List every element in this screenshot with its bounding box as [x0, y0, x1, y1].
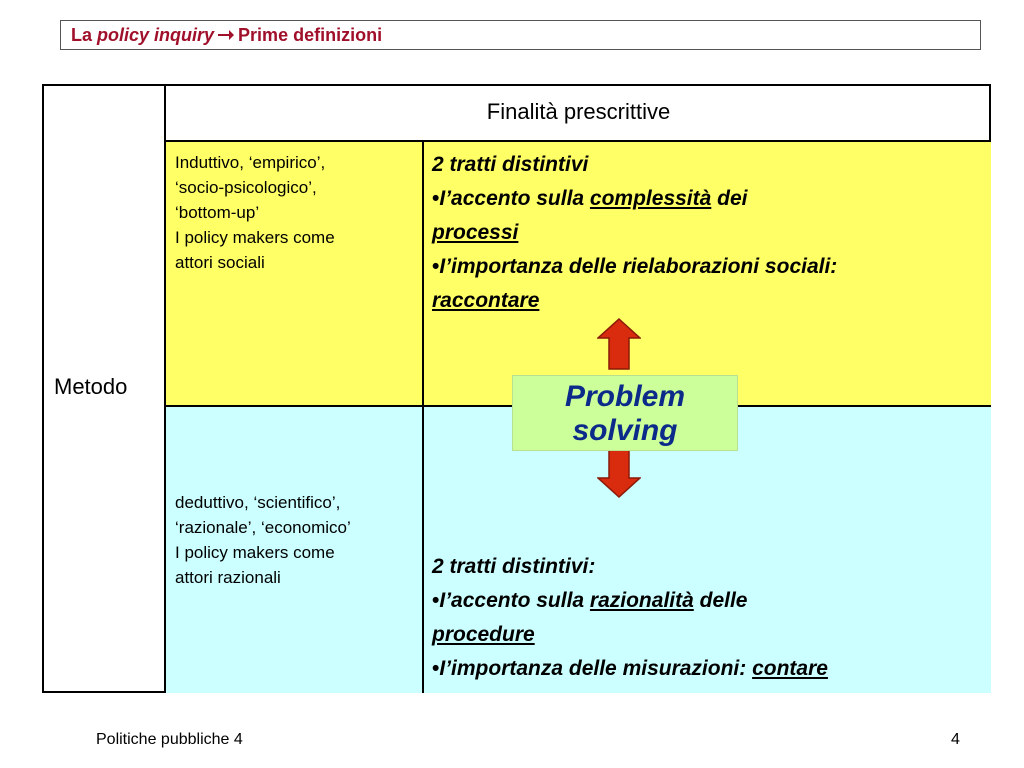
text-line: ‘bottom-up’ [175, 203, 260, 222]
text-line: deduttivo, ‘scientifico’, [175, 493, 341, 512]
underlined-text: procedure [432, 623, 535, 646]
underlined-text: complessità [589, 187, 712, 210]
deductive-traits [432, 550, 984, 686]
text: I’importanza delle rielaborazioni sociali: [439, 255, 838, 278]
inductive-method-text [175, 150, 335, 275]
slide-title [60, 20, 981, 50]
trait-bullet-2 [432, 652, 984, 686]
problem-solving-line: solving [572, 414, 678, 447]
text-line: attori sociali [175, 253, 265, 272]
text-line: I policy makers come [175, 228, 335, 247]
traits-heading: 2 tratti distintivi [432, 153, 589, 176]
deductive-method-text [175, 490, 351, 590]
trait-bullet-1-cont [432, 618, 984, 652]
text-line: I policy makers come [175, 543, 335, 562]
problem-solving-line: Problem [564, 380, 686, 413]
title-prefix: La [71, 25, 98, 45]
underlined-text: razionalità [589, 589, 694, 612]
metodo-column [42, 84, 166, 693]
underlined-text: raccontare [432, 289, 540, 312]
right-arrow-icon [218, 21, 234, 49]
text: dei [711, 187, 748, 210]
text-line: ‘socio-psicologico’, [175, 178, 317, 197]
text: I’accento sulla [439, 589, 590, 612]
text-line: ‘razionale’, ‘economico’ [175, 518, 351, 537]
text: I’importanza delle misurazioni: [439, 657, 753, 680]
text-line: Induttivo, ‘empirico’, [175, 153, 326, 172]
traits-heading: 2 tratti distintivi: [432, 555, 596, 578]
footer-title: Politiche pubbliche 4 [96, 731, 243, 748]
down-arrow-icon [597, 448, 641, 498]
underlined-text: processi [432, 221, 519, 244]
bullet: • [432, 187, 440, 210]
text: I’accento sulla [439, 187, 590, 210]
text-line: attori razionali [175, 568, 281, 587]
bullet: • [432, 657, 440, 680]
text: delle [693, 589, 748, 612]
trait-bullet-1 [432, 584, 984, 618]
trait-bullet-1 [432, 182, 984, 216]
page-number: 4 [951, 731, 960, 748]
trait-bullet-2 [432, 250, 984, 284]
up-arrow-icon [597, 318, 641, 370]
trait-bullet-2-cont [432, 284, 984, 318]
bullet: • [432, 255, 440, 278]
problem-solving-box [512, 375, 738, 451]
deductive-method-cell [166, 407, 424, 693]
inductive-traits [432, 148, 984, 318]
bullet: • [432, 589, 440, 612]
title-suffix: Prime definizioni [238, 25, 383, 45]
metodo-label: Metodo [54, 374, 128, 399]
finalita-header: Finalità prescrittive [166, 84, 991, 142]
trait-bullet-1-cont [432, 216, 984, 250]
title-italic: policy inquiry [97, 25, 215, 45]
underlined-text: contare [752, 657, 828, 680]
inductive-method-cell [166, 142, 424, 407]
inductive-traits-cell [424, 142, 991, 407]
